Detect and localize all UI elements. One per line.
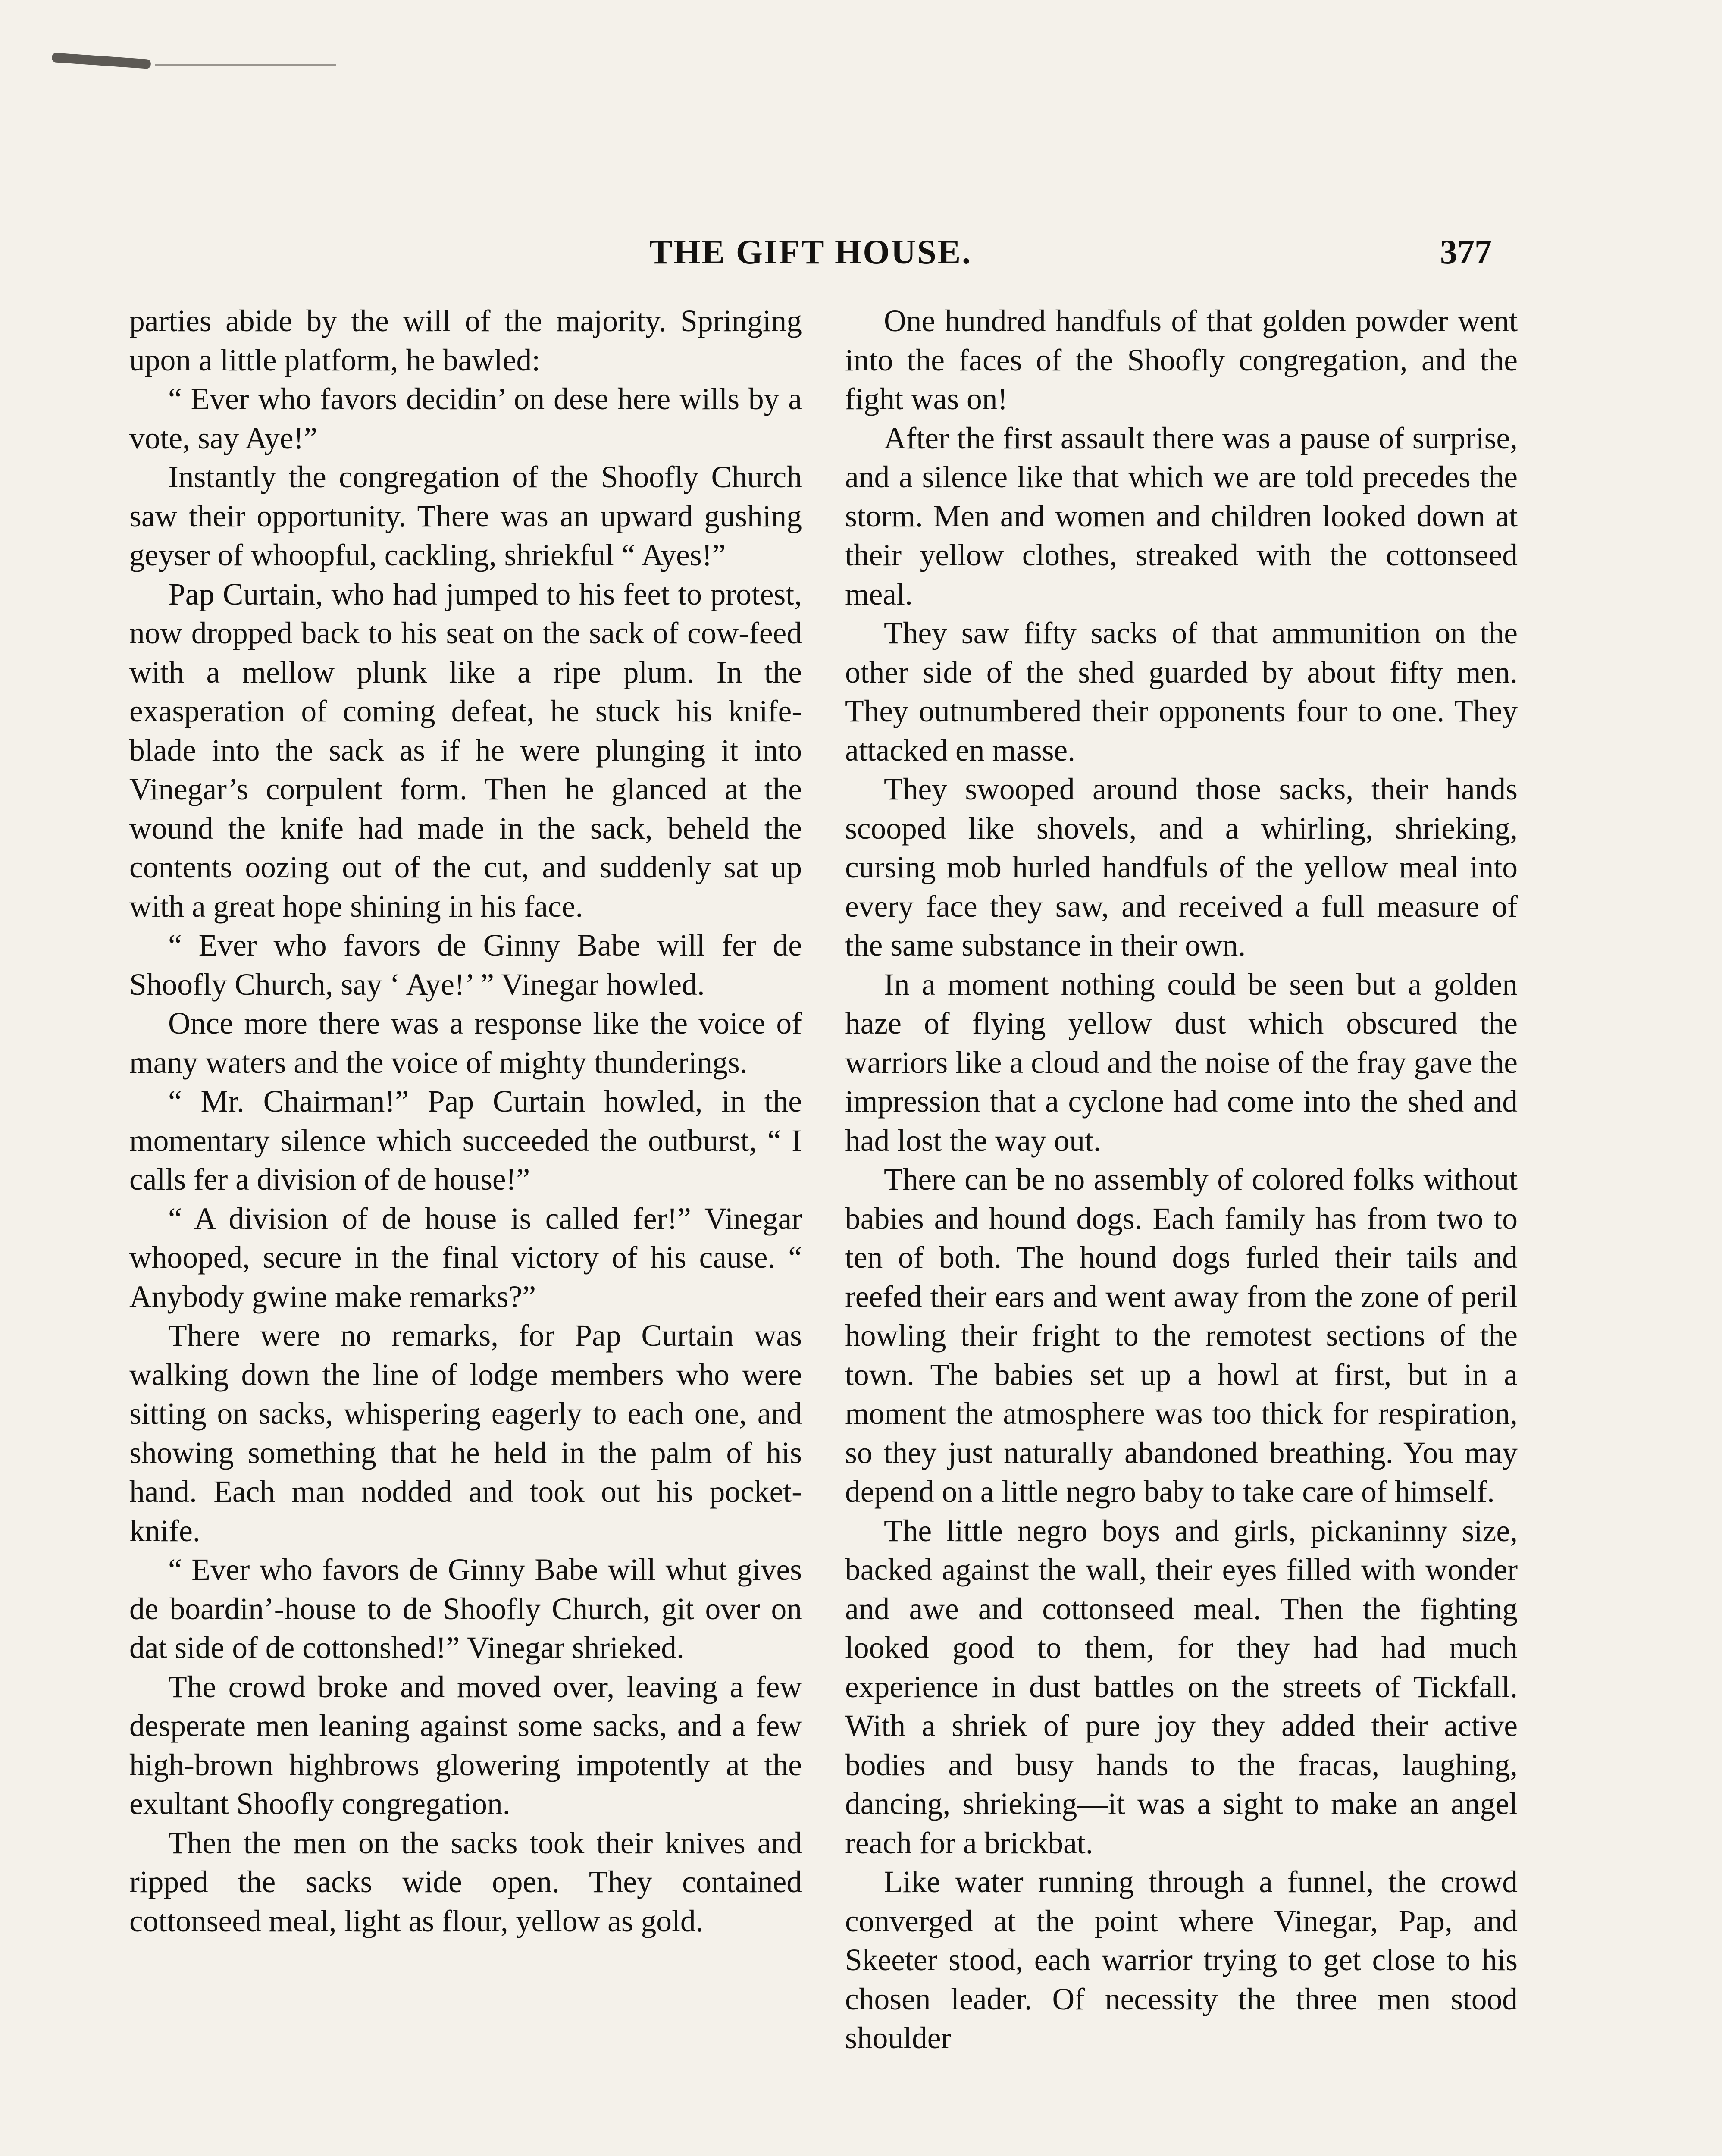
scan-smudge xyxy=(155,64,336,66)
paragraph: There were no remarks, for Pap Curtain was walking down the line of lodge members who were sitting on sacks, whispering eagerly to each one, and showing something that he held in the palm of his hand. Each man nodded and took out his pocket-knife. xyxy=(129,1319,802,1548)
paragraph: Instantly the congregation of the Shoofly Church saw their opportunity. There was an upward gushing geyser of whoopful, cackling, shriekful “ Ayes!” xyxy=(129,460,802,572)
paragraph: They swooped around those sacks, their hands scooped like shovels, and a whirling, shrieking, cursing mob hurled handfuls of the yellow meal into every face they saw, and received a full measure of the same substance in their own. xyxy=(845,772,1518,962)
page-header xyxy=(129,233,1492,280)
paragraph: The little negro boys and girls, pickaninny size, backed against the wall, their eyes filled with wonder and awe and cottonseed meal. Then the fighting looked good to them, for they had had much experience in dust battles on the streets of Tickfall. With a shriek of pure joy they added their active bodies and busy hands to the fracas, laughing, dancing, shrieking—it was a sight to make an angel reach for a brickbat. xyxy=(845,1514,1518,1860)
paragraph: Like water running through a funnel, the crowd converged at the point where Vinegar, Pap, and Skeeter stood, each warrior trying to get close to his chosen leader. Of necessity the three men stood shoulder xyxy=(845,1865,1518,2055)
paragraph: There can be no assembly of colored folks without babies and hound dogs. Each family has from two to ten of both. The hound dogs furled their tails and reefed their ears and went away from the zone of peril howling their fright to the remotest sections of the town. The babies set up a howl at first, but in a moment the atmosphere was too thick for respiration, so they just naturally abandoned breathing. You may depend on a little negro baby to take care of himself. xyxy=(845,1163,1518,1509)
paragraph: Pap Curtain, who had jumped to his feet to protest, now dropped back to his seat on the sack of cow-feed with a mellow plunk like a ripe plum. In the exasperation of coming defeat, he stuck his knife-blade into the sack as if he were plunging it into Vinegar’s corpulent form. Then he glanced at the wound the knife had made in the sack, beheld the contents oozing out of the cut, and suddenly sat up with a great hope shining in his face. xyxy=(129,577,802,924)
paragraph: They saw fifty sacks of that ammunition on the other side of the shed guarded by about fifty men. They outnumbered their opponents four to one. They attacked en masse. xyxy=(845,616,1518,768)
paragraph: One hundred handfuls of that golden powder went into the faces of the Shoofly congregation, and the fight was on! xyxy=(845,304,1518,416)
paragraph: “ Ever who favors de Ginny Babe will fer de Shoofly Church, say ‘ Aye!’ ” Vinegar howled. xyxy=(129,928,802,1002)
paragraph: Once more there was a response like the voice of many waters and the voice of mighty thunderings. xyxy=(129,1006,802,1080)
paragraph: parties abide by the will of the majority. Springing upon a little platform, he bawled: xyxy=(129,304,802,377)
page-number: 377 xyxy=(1440,233,1492,271)
right-column xyxy=(845,302,1518,2058)
paragraph: “ Mr. Chairman!” Pap Curtain howled, in the momentary silence which succeeded the outburst, “ I calls fer a division of de house!” xyxy=(129,1084,802,1197)
paragraph: In a moment nothing could be seen but a golden haze of flying yellow dust which obscured the warriors like a cloud and the noise of the fray gave the impression that a cyclone had come into the shed and had lost the way out. xyxy=(845,967,1518,1158)
paragraph: Then the men on the sacks took their knives and ripped the sacks wide open. They contained cottonseed meal, light as flour, yellow as gold. xyxy=(129,1826,802,1938)
running-title: THE GIFT HOUSE. xyxy=(649,233,972,271)
scan-smudge xyxy=(52,53,151,69)
paragraph: “ Ever who favors de Ginny Babe will whut gives de boardin’-house to de Shoofly Church, git over on dat side of de cottonshed!” Vinegar shrieked. xyxy=(129,1553,802,1665)
left-column xyxy=(129,302,802,1941)
paragraph: “ A division of de house is called fer!” Vinegar whooped, secure in the final victory of his cause. “ Anybody gwine make remarks?” xyxy=(129,1201,802,1314)
paragraph: After the first assault there was a pause of surprise, and a silence like that which we are told precedes the storm. Men and women and children looked down at their yellow clothes, streaked with the cottonseed meal. xyxy=(845,421,1518,611)
paragraph: “ Ever who favors decidin’ on dese here wills by a vote, say Aye!” xyxy=(129,382,802,455)
paragraph: The crowd broke and moved over, leaving a few desperate men leaning against some sacks, and a few high-brown highbrows glowering impotently at the exultant Shoofly congregation. xyxy=(129,1670,802,1821)
